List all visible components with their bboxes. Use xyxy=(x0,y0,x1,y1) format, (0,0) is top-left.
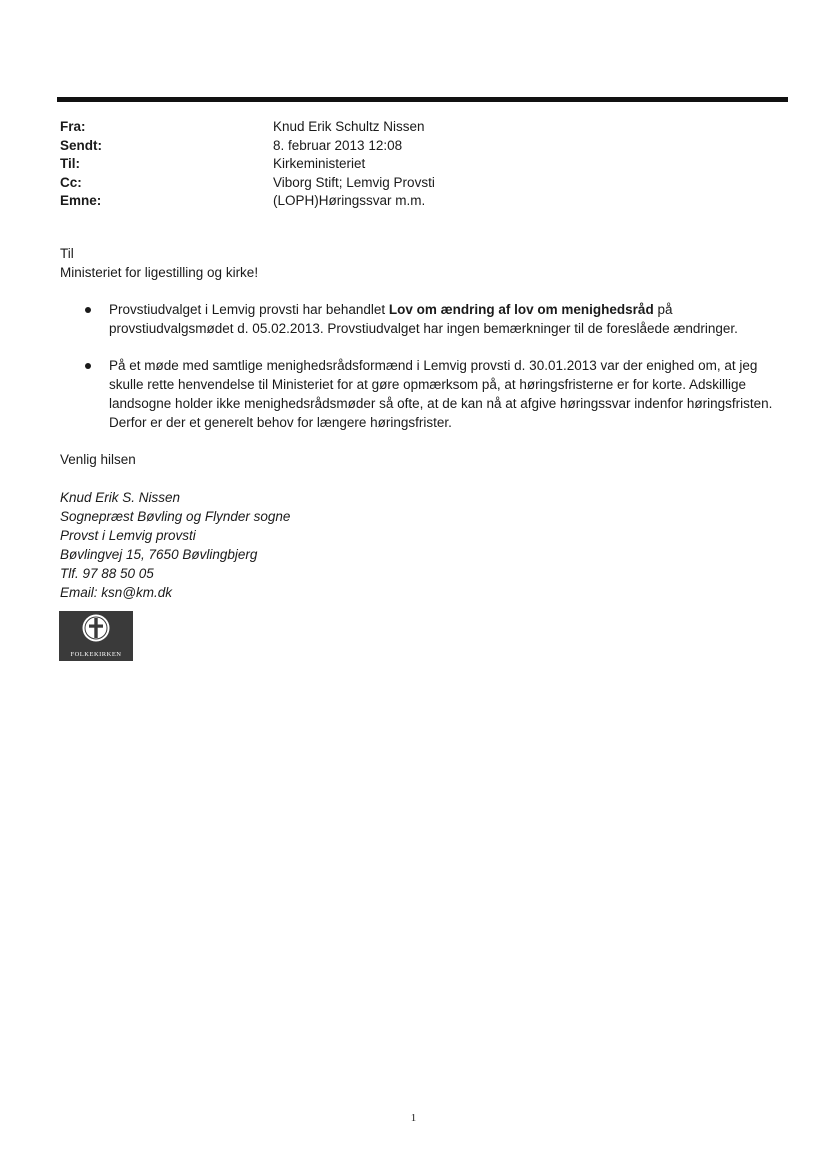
bullet-icon xyxy=(85,307,91,313)
cross-emblem-icon xyxy=(81,613,111,643)
sent-label: Sendt: xyxy=(60,137,102,153)
header-row-subject xyxy=(60,192,760,211)
from-label: Fra: xyxy=(60,119,86,134)
folkekirken-logo xyxy=(59,611,133,661)
logo-text: FOLKEKIRKEN xyxy=(70,651,122,658)
email-header xyxy=(60,118,760,211)
header-divider xyxy=(57,97,788,102)
signature-address: Bøvlingvej 15, 7650 Bøvlingbjerg xyxy=(60,547,258,562)
page-number: 1 xyxy=(410,1112,417,1124)
bullet-list xyxy=(60,300,788,432)
cc-label: Cc: xyxy=(60,174,82,190)
signature-block xyxy=(60,488,788,602)
salutation-line-2: Ministeriet for ligestilling og kirke! xyxy=(60,265,259,280)
bullet-item-2 xyxy=(60,356,788,432)
bullet-1-text-after: på provstiudvalgsmødet d. 05.02.2013. Provstiudvalget har ingen bemærkninger til de foreslåede ændringer. xyxy=(109,302,738,336)
to-label: Til: xyxy=(60,156,80,171)
header-row-to xyxy=(60,155,760,174)
to-value: Kirkeministeriet xyxy=(273,156,366,171)
bullet-1-text-before: Provstiudvalget i Lemvig provsti har behandlet xyxy=(109,302,389,317)
signature-name: Knud Erik S. Nissen xyxy=(60,490,181,505)
salutation-line-1: Til xyxy=(60,246,74,261)
email-body xyxy=(60,244,788,602)
header-row-cc xyxy=(60,174,760,193)
cc-value: Viborg Stift; Lemvig Provsti xyxy=(273,174,435,190)
from-value: Knud Erik Schultz Nissen xyxy=(273,119,425,134)
bullet-icon xyxy=(85,363,91,369)
subject-label: Emne: xyxy=(60,193,102,208)
header-row-from xyxy=(60,118,760,137)
signature-phone: Tlf. 97 88 50 05 xyxy=(60,566,154,581)
signature-title-2: Provst i Lemvig provsti xyxy=(60,528,196,543)
signature-email: Email: ksn@km.dk xyxy=(60,585,172,600)
bullet-item-1 xyxy=(60,300,788,338)
closing: Venlig hilsen xyxy=(60,452,136,467)
signature-title-1: Sognepræst Bøvling og Flynder sogne xyxy=(60,509,291,524)
sent-value: 8. februar 2013 12:08 xyxy=(273,137,403,153)
bullet-1-bold-text: Lov om ændring af lov om menighedsråd xyxy=(388,302,654,317)
header-row-sent xyxy=(60,137,760,156)
subject-value: (LOPH)Høringssvar m.m. xyxy=(273,193,426,208)
bullet-2-text: På et møde med samtlige menighedsrådsformænd i Lemvig provsti d. 30.01.2013 var der enighed om, at jeg skulle rette henvendelse til Ministeriet for at gøre opmærksom på, at høringsfristerne er for korte. Adskillige landsogne holder ikke menighedsrådsmøder så ofte, at de kan nå at afgive høringssvar indenfor høringsfristen. Derfor er der et generelt behov for længere høringsfrister. xyxy=(109,358,773,430)
